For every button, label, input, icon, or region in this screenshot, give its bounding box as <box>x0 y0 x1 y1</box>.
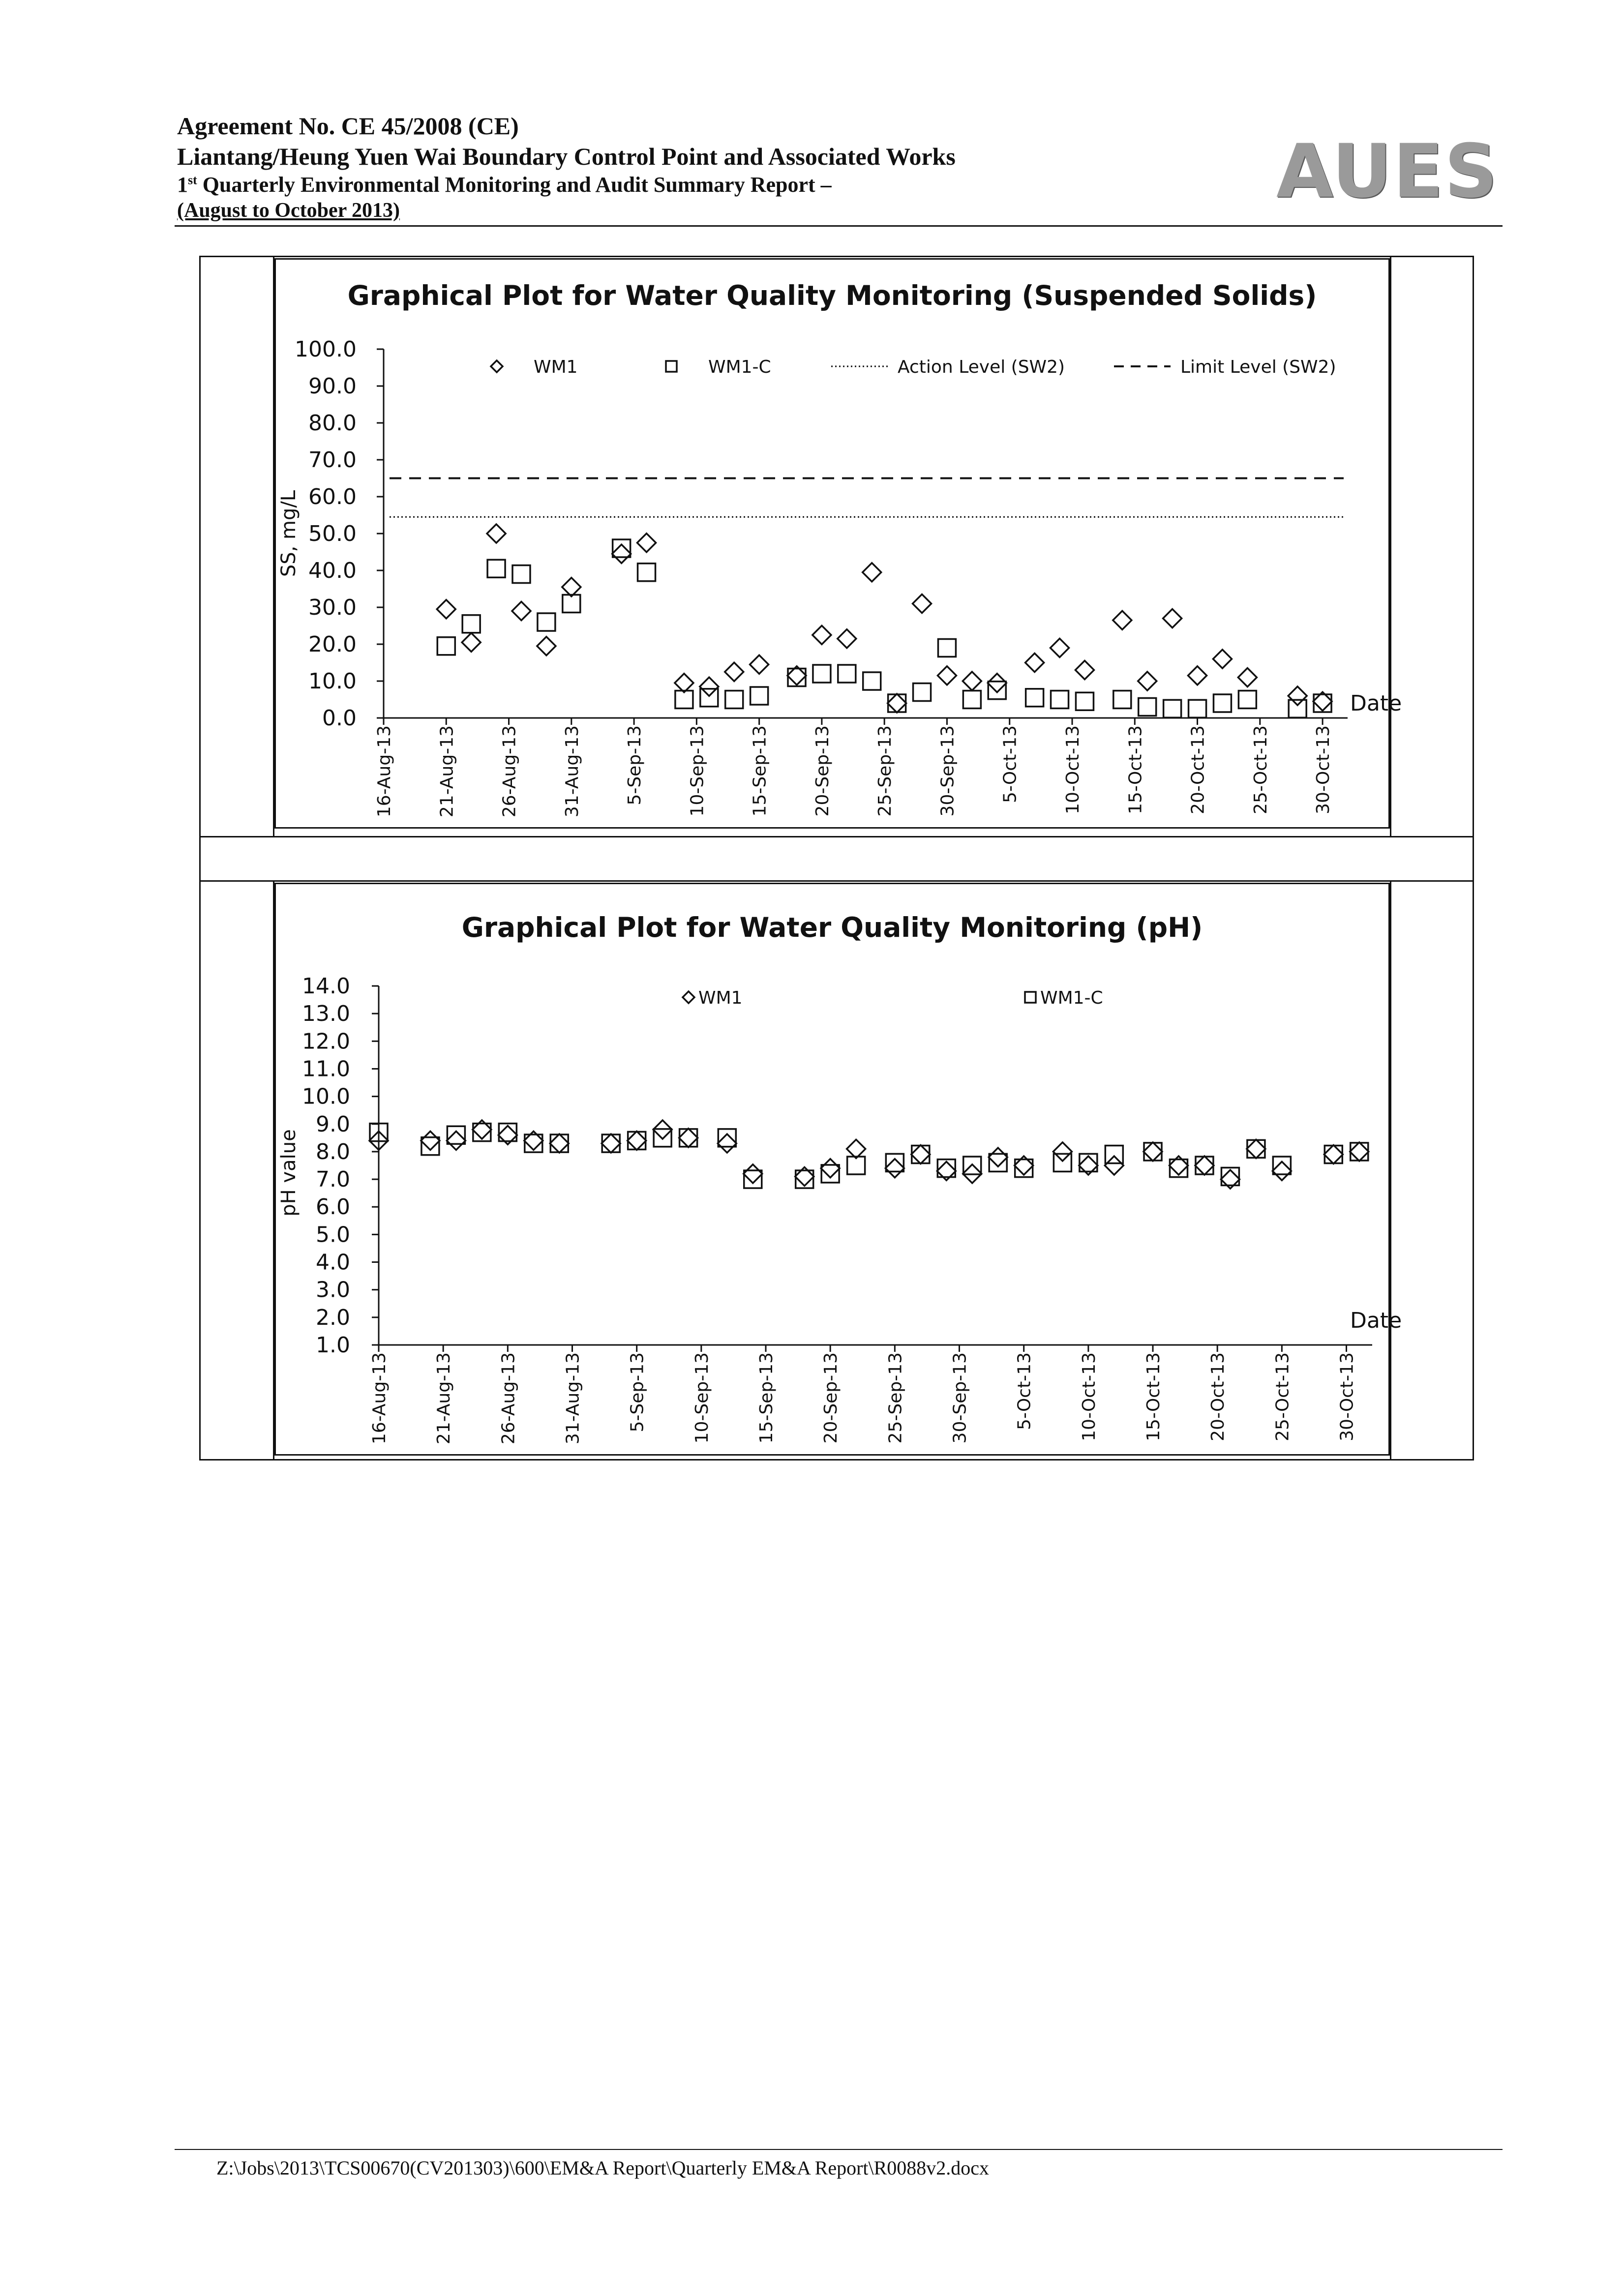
ss-point-wm1 <box>888 694 906 713</box>
ss-x-tick-label: 10-Sep-13 <box>687 725 708 817</box>
ph-point-wm1-c <box>1324 1146 1342 1163</box>
ph-point-wm1-c <box>821 1165 839 1183</box>
ss-point-wm1-c <box>538 613 555 631</box>
ss-point-wm1-c <box>813 665 831 683</box>
ph-point-wm1 <box>989 1148 1007 1166</box>
ss-legend-label-limit: Limit Level (SW2) <box>1180 357 1336 377</box>
ss-point-wm1-c <box>1026 689 1044 707</box>
ss-point-wm1-c <box>1289 700 1306 717</box>
ss-x-tick-label: 10-Oct-13 <box>1063 725 1083 814</box>
ss-point-wm1 <box>1051 639 1069 657</box>
ph-point-wm1-c <box>912 1146 930 1163</box>
ph-point-wm1-c <box>680 1129 697 1147</box>
ph-legend-label-wm1: WM1 <box>698 988 743 1008</box>
ss-point-wm1-c <box>963 691 981 709</box>
ph-point-wm1-c <box>1247 1140 1265 1158</box>
ss-point-wm1 <box>437 600 455 619</box>
ph-point-wm1-c <box>886 1154 903 1171</box>
ss-y-tick-label: 20.0 <box>308 632 357 657</box>
ss-point-wm1-c <box>913 684 931 701</box>
ss-legend-label-wm1-c: WM1-C <box>708 357 771 377</box>
ss-x-axis-label: Date <box>1350 691 1402 716</box>
ss-x-tick-label: 15-Oct-13 <box>1125 725 1146 814</box>
ss-x-tick-label: 5-Oct-13 <box>1000 725 1021 803</box>
ss-y-tick-label: 30.0 <box>308 595 357 620</box>
ph-y-axis-label: pH value <box>277 1129 300 1217</box>
ph-point-wm1-c <box>989 1154 1007 1171</box>
ss-x-tick-label: 25-Oct-13 <box>1250 725 1271 814</box>
ph-y-tick-label: 10.0 <box>302 1084 350 1109</box>
ph-x-tick-label: 15-Oct-13 <box>1143 1352 1164 1441</box>
ph-point-wm1 <box>821 1159 840 1178</box>
ss-point-wm1 <box>750 655 769 674</box>
ss-point-wm1 <box>725 662 744 681</box>
ss-point-wm1 <box>1138 672 1157 690</box>
ss-point-wm1 <box>863 563 881 582</box>
ph-point-wm1 <box>1105 1156 1123 1175</box>
ss-point-wm1 <box>1238 668 1257 687</box>
ph-point-wm1 <box>885 1159 904 1178</box>
ph-point-wm1-c <box>718 1129 736 1147</box>
ph-point-wm1-c <box>550 1134 568 1152</box>
ss-x-tick-label: 25-Sep-13 <box>875 725 896 817</box>
ss-legend-diamond-marker <box>491 360 503 372</box>
ss-y-tick-label: 50.0 <box>308 521 357 546</box>
ph-point-wm1 <box>550 1134 569 1153</box>
ss-point-wm1 <box>937 666 956 685</box>
ss-point-wm1 <box>612 544 631 563</box>
ss-legend-label-action: Action Level (SW2) <box>898 357 1065 377</box>
ph-point-wm1 <box>1053 1142 1072 1161</box>
ss-x-tick-label: 21-Aug-13 <box>437 725 457 818</box>
ss-point-wm1 <box>487 524 506 543</box>
ph-point-wm1 <box>1272 1162 1291 1180</box>
ph-point-wm1 <box>421 1131 440 1150</box>
ph-point-wm1-c <box>1273 1157 1291 1174</box>
ss-point-wm1-c <box>863 672 881 690</box>
ph-y-tick-label: 11.0 <box>302 1056 350 1082</box>
ph-x-tick-label: 5-Sep-13 <box>627 1352 648 1432</box>
ss-point-wm1 <box>700 677 719 696</box>
ss-y-tick-label: 100.0 <box>295 337 357 362</box>
ss-point-wm1 <box>838 629 856 648</box>
ss-point-wm1-c <box>1139 698 1156 716</box>
ss-point-wm1-c <box>888 694 906 712</box>
ph-point-wm1 <box>1324 1145 1343 1164</box>
ss-point-wm1 <box>462 633 481 652</box>
ss-point-wm1 <box>1113 611 1132 629</box>
ph-y-tick-label: 5.0 <box>316 1222 350 1248</box>
ph-point-wm1-c <box>1351 1143 1368 1161</box>
ph-x-tick-label: 16-Aug-13 <box>369 1352 390 1445</box>
ph-point-wm1 <box>601 1134 620 1153</box>
ss-point-wm1 <box>675 674 693 692</box>
ph-chart-title: Graphical Plot for Water Quality Monitoring (pH) <box>461 912 1203 943</box>
ph-point-wm1-c <box>602 1134 620 1152</box>
ss-point-wm1-c <box>1213 694 1231 712</box>
ph-x-tick-label: 21-Aug-13 <box>434 1352 454 1445</box>
report-period: (August to October 2013) <box>177 199 400 222</box>
ph-point-wm1-c <box>1196 1157 1213 1174</box>
ph-point-wm1-c <box>447 1126 465 1144</box>
ph-point-wm1 <box>718 1134 736 1153</box>
ph-point-wm1 <box>1247 1139 1265 1158</box>
ss-y-tick-label: 60.0 <box>308 484 357 509</box>
ph-point-wm1-c <box>628 1132 646 1149</box>
ph-y-tick-label: 4.0 <box>316 1250 350 1275</box>
ph-x-tick-label: 20-Sep-13 <box>821 1352 842 1444</box>
ph-y-tick-label: 12.0 <box>302 1029 350 1054</box>
ph-point-wm1-c <box>1053 1154 1071 1171</box>
ss-x-tick-label: 20-Sep-13 <box>812 725 833 817</box>
ss-point-wm1-c <box>1238 691 1256 709</box>
ss-point-wm1-c <box>725 691 743 709</box>
ph-point-wm1 <box>744 1164 762 1183</box>
ph-x-tick-label: 31-Aug-13 <box>563 1352 583 1445</box>
ss-point-wm1 <box>1288 686 1307 705</box>
ss-y-tick-label: 10.0 <box>308 669 357 694</box>
ss-x-tick-label: 20-Oct-13 <box>1188 725 1208 814</box>
ss-point-wm1 <box>1025 654 1044 672</box>
ss-point-wm1-c <box>1189 700 1206 717</box>
ph-x-tick-label: 10-Oct-13 <box>1079 1352 1099 1441</box>
ph-point-wm1 <box>1195 1156 1214 1175</box>
ss-y-tick-label: 40.0 <box>308 558 357 583</box>
ss-x-tick-label: 15-Sep-13 <box>750 725 770 817</box>
ss-point-wm1 <box>812 626 831 644</box>
ph-point-wm1 <box>847 1139 866 1158</box>
ph-x-tick-label: 15-Sep-13 <box>756 1352 777 1444</box>
ss-point-wm1-c <box>613 539 631 557</box>
ss-y-tick-label: 80.0 <box>308 411 357 436</box>
ph-point-wm1-c <box>1105 1146 1123 1163</box>
ss-legend-label-wm1: WM1 <box>534 357 578 377</box>
ph-x-axis-label: Date <box>1350 1308 1402 1333</box>
ss-point-wm1-c <box>838 665 856 683</box>
ph-x-tick-label: 26-Aug-13 <box>498 1352 519 1445</box>
ss-y-tick-label: 70.0 <box>308 447 357 473</box>
ph-legend-square-marker <box>1025 992 1036 1003</box>
ph-point-wm1-c <box>1144 1143 1162 1161</box>
ph-y-tick-label: 7.0 <box>316 1167 350 1193</box>
ss-point-wm1-c <box>1076 692 1093 710</box>
ph-point-wm1 <box>911 1145 930 1164</box>
ph-point-wm1 <box>628 1131 646 1150</box>
ss-point-wm1 <box>562 578 581 596</box>
ss-point-wm1 <box>988 674 1006 692</box>
ph-x-tick-label: 25-Sep-13 <box>885 1352 906 1444</box>
ss-x-tick-label: 30-Oct-13 <box>1313 725 1334 814</box>
ss-point-wm1 <box>1188 666 1207 685</box>
ph-y-tick-label: 14.0 <box>302 974 350 999</box>
ss-point-wm1-c <box>988 682 1006 699</box>
ss-point-wm1 <box>1213 650 1232 668</box>
ss-y-tick-label: 0.0 <box>322 706 357 731</box>
ph-y-tick-label: 3.0 <box>316 1277 350 1303</box>
ss-y-tick-label: 90.0 <box>308 374 357 399</box>
ph-point-wm1-c <box>744 1170 762 1188</box>
ph-y-tick-label: 6.0 <box>316 1194 350 1220</box>
ss-point-wm1 <box>637 534 656 552</box>
ph-y-tick-label: 1.0 <box>316 1333 350 1358</box>
ss-point-wm1-c <box>1051 691 1069 709</box>
ss-x-tick-label: 30-Sep-13 <box>937 725 958 817</box>
ph-x-tick-label: 10-Sep-13 <box>692 1352 712 1444</box>
ss-legend-square-marker <box>666 361 677 372</box>
ss-point-wm1 <box>1075 661 1094 680</box>
ss-point-wm1 <box>913 595 932 613</box>
ss-point-wm1-c <box>638 564 656 581</box>
ph-y-tick-label: 2.0 <box>316 1305 350 1330</box>
ph-y-tick-label: 9.0 <box>316 1111 350 1137</box>
ph-x-tick-label: 25-Oct-13 <box>1272 1352 1293 1441</box>
project-title: Liantang/Heung Yuen Wai Boundary Control Point and Associated Works <box>177 142 956 170</box>
ss-x-tick-label: 26-Aug-13 <box>499 725 520 818</box>
ph-y-tick-label: 8.0 <box>316 1139 350 1164</box>
agreement-number: Agreement No. CE 45/2008 (CE) <box>177 112 519 140</box>
ph-x-tick-label: 20-Oct-13 <box>1208 1352 1229 1441</box>
ss-point-wm1-c <box>700 689 718 707</box>
ss-point-wm1 <box>962 672 981 690</box>
ph-point-wm1 <box>679 1129 698 1147</box>
ss-chart-title: Graphical Plot for Water Quality Monitoring (Suspended Solids) <box>347 280 1317 311</box>
ss-x-tick-label: 31-Aug-13 <box>562 725 582 818</box>
ph-legend-diamond-marker <box>683 991 694 1003</box>
ph-x-tick-label: 30-Oct-13 <box>1337 1352 1357 1441</box>
ph-point-wm1 <box>447 1131 465 1150</box>
report-title: 1st Quarterly Environmental Monitoring and Audit Summary Report – <box>177 173 832 197</box>
ph-x-tick-label: 30-Sep-13 <box>950 1352 970 1444</box>
ss-point-wm1-c <box>938 639 956 657</box>
ss-point-wm1-c <box>512 566 530 583</box>
ph-point-wm1-c <box>421 1137 439 1155</box>
ss-point-wm1-c <box>462 615 480 633</box>
ss-y-axis-label: SS, mg/L <box>277 490 300 577</box>
ph-y-tick-label: 13.0 <box>302 1001 350 1027</box>
ph-point-wm1 <box>1143 1142 1162 1161</box>
ss-point-wm1 <box>1163 609 1182 628</box>
ph-legend-label-wm1-c: WM1-C <box>1040 988 1103 1008</box>
ss-x-tick-label: 16-Aug-13 <box>374 725 394 818</box>
ss-point-wm1-c <box>1164 700 1181 717</box>
ss-point-wm1 <box>512 602 531 621</box>
ss-point-wm1-c <box>1113 691 1131 709</box>
footer-divider <box>175 2149 1503 2150</box>
ss-point-wm1-c <box>751 687 768 705</box>
ph-x-tick-label: 5-Oct-13 <box>1014 1352 1035 1430</box>
aues-logo: AUES <box>1276 129 1499 214</box>
ss-point-wm1 <box>537 637 556 656</box>
ph-point-wm1 <box>1350 1142 1369 1161</box>
ss-x-tick-label: 5-Sep-13 <box>625 725 645 805</box>
ss-point-wm1-c <box>487 560 505 577</box>
ss-point-wm1-c <box>437 637 455 655</box>
footer-file-path: Z:\Jobs\2013\TCS00670(CV201303)\600\EM&A Report\Quarterly EM&A Report\R0088v2.docx <box>216 2157 990 2179</box>
